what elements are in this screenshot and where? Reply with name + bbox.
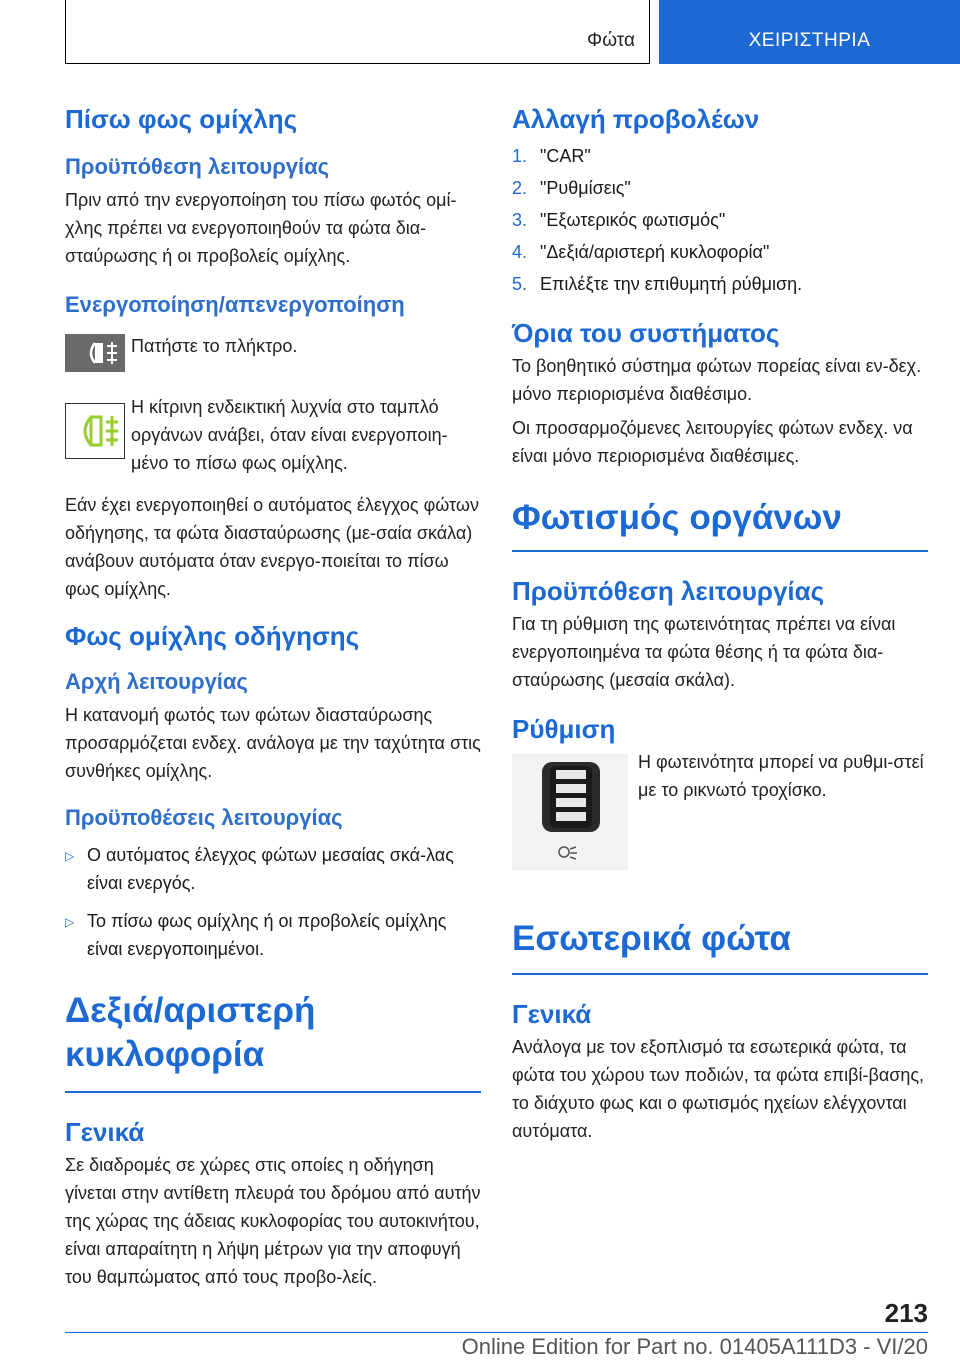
heading-rule bbox=[512, 550, 928, 552]
limits-text-1: Το βοηθητικό σύστημα φώτων πορείας είναι εν-δεχ. μόνο περιορισμένα διαθέσιμο. bbox=[512, 356, 922, 404]
list-item bbox=[65, 841, 481, 897]
heading-rule bbox=[65, 1091, 481, 1093]
step-item: 5. Επιλέξτε την επιθυμητή ρύθμιση. bbox=[512, 274, 803, 294]
auto-text: Εάν έχει ενεργοποιηθεί ο αυτόματος έλεγχος φώτων οδήγησης, τα φώτα διασταύρωσης (με-σαία σκάλα) ανάβουν αυτόματα όταν ενεργο-ποιείται το πίσω φως ομίχλης. bbox=[65, 495, 479, 599]
limits-heading: Όρια του συστήματος bbox=[512, 318, 780, 348]
traffic-heading: Δεξιά/αριστερή κυκλοφορία bbox=[65, 991, 316, 1074]
principle-text: Η κατανομή φωτός των φώτων διασταύρωσης προσαρμόζεται ενδεχ. ανάλογα με την ταχύτητα στις συνθήκες ομίχλης. bbox=[65, 705, 481, 781]
onoff-heading: Ενεργοποίηση/απενεργοποίηση bbox=[65, 292, 405, 317]
interior-general-heading: Γενικά bbox=[512, 999, 592, 1029]
instrument-lighting-heading: Φωτισμός οργάνων bbox=[512, 498, 842, 537]
page-number: 213 bbox=[884, 1298, 928, 1328]
section-title: Φώτα bbox=[587, 30, 635, 51]
section-tab bbox=[65, 0, 650, 64]
list-item bbox=[65, 907, 481, 963]
chapter-title: ΧΕΙΡΙΣΤΗΡΙΑ bbox=[748, 30, 871, 51]
button-row bbox=[65, 334, 481, 377]
prereqs-heading: Προϋποθέσεις λειτουργίας bbox=[65, 805, 343, 830]
step-item: 4. "Δεξιά/αριστερή κυκλοφορία" bbox=[512, 242, 770, 262]
triangle-bullet-icon: ▷ bbox=[65, 915, 75, 929]
indicator-text: Η κίτρινη ενδεικτική λυχνία στο ταμπλό οργάνων ανάβει, όταν είναι ενεργοποιη-μένο το πίσω φως ομίχλης. bbox=[131, 397, 448, 473]
rear-fog-button-icon bbox=[65, 334, 125, 377]
footer-rule bbox=[65, 1332, 928, 1333]
heading-rule bbox=[512, 973, 928, 975]
list-item-text: Ο αυτόματος έλεγχος φώτων μεσαίας σκά-λας είναι ενεργός. bbox=[87, 845, 454, 893]
prereq-text: Πριν από την ενεργοποίηση του πίσω φωτός ομί-χλης πρέπει να ενεργοποιηθούν τα φώτα δια-σταύρωσης ή οι προβολείς ομίχλης. bbox=[65, 190, 457, 266]
instr-prereq-heading: Προϋπόθεση λειτουργίας bbox=[512, 576, 825, 606]
page-header bbox=[65, 0, 960, 64]
thumbwheel-image bbox=[512, 754, 628, 875]
interior-lights-heading: Εσωτερικά φώτα bbox=[512, 919, 791, 958]
limits-text-2: Οι προσαρμοζόμενες λειτουργίες φώτων ενδεχ. να είναι μόνο περιορισμένα διαθέσιμες. bbox=[512, 418, 913, 466]
left-column bbox=[65, 96, 481, 1291]
change-heading: Αλλαγή προβολέων bbox=[512, 104, 760, 134]
general-text: Σε διαδρομές σε χώρες στις οποίες η οδήγηση γίνεται στην αντίθετη πλευρά του δρόμου από αυτήν της χώρας της άδειας κυκλοφορίας του αυτοκινήτου, είναι απαραίτητη η λήψη μέτρων για την αποφυγή του θαμπώματος από τους προβο-λείς. bbox=[65, 1155, 481, 1287]
adjust-heading: Ρύθμιση bbox=[512, 714, 616, 744]
chapter-tab bbox=[659, 0, 960, 64]
fog-drive-heading: Φως ομίχλης οδήγησης bbox=[65, 621, 360, 651]
indicator-row bbox=[65, 397, 481, 477]
prereq-heading: Προϋπόθεση λειτουργίας bbox=[65, 154, 330, 179]
step-item: 1. "CAR" bbox=[512, 146, 591, 166]
step-item: 3. "Εξωτερικός φωτισμός" bbox=[512, 210, 726, 230]
right-column bbox=[512, 96, 928, 1145]
rear-fog-indicator-icon bbox=[65, 403, 125, 464]
principle-heading: Αρχή λειτουργίας bbox=[65, 669, 248, 694]
list-item-text: Το πίσω φως ομίχλης ή οι προβολείς ομίχλης είναι ενεργοποιημένοι. bbox=[87, 911, 447, 959]
adjust-text: Η φωτεινότητα μπορεί να ρυθμι-στεί με το ρικνωτό τροχίσκο. bbox=[638, 752, 924, 800]
step-item: 2. "Ρυθμίσεις" bbox=[512, 178, 631, 198]
rear-fog-heading: Πίσω φως ομίχλης bbox=[65, 104, 298, 134]
interior-text: Ανάλογα με τον εξοπλισμό τα εσωτερικά φώτα, τα φώτα του χώρου των ποδιών, τα φώτα επιβί-βασης, το διάχυτο φως και ο φωτισμός ηχείων ελέγχονται αυτόματα. bbox=[512, 1037, 925, 1141]
general-heading: Γενικά bbox=[65, 1117, 145, 1147]
steps-list bbox=[512, 140, 928, 300]
adjust-row bbox=[512, 754, 928, 875]
press-button-text: Πατήστε το πλήκτρο. bbox=[131, 336, 298, 356]
edition-text: Online Edition for Part no. 01405A111D3 - VI/20 bbox=[461, 1334, 928, 1359]
prereqs-list bbox=[65, 841, 481, 963]
triangle-bullet-icon: ▷ bbox=[65, 849, 75, 863]
instr-prereq-text: Για τη ρύθμιση της φωτεινότητας πρέπει να είναι ενεργοποιημένα τα φώτα θέσης ή τα φώτα δια-σταύρωσης (μεσαία σκάλα). bbox=[512, 614, 896, 690]
